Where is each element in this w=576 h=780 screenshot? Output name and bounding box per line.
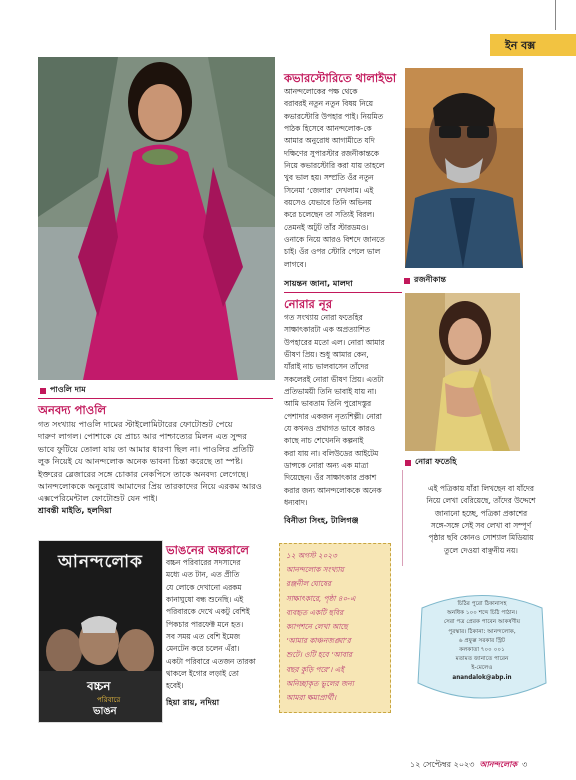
address-text (420, 600, 544, 683)
section-tag-text: ইন বক্স (505, 39, 536, 52)
letter-line: পরিবারকে দেখে একটু বেশিই (166, 607, 250, 617)
nora-caption-text: নোরা ফতেহি (415, 457, 457, 466)
rajni-caption (404, 274, 446, 287)
letter-line: কভারস্টোরি উপহার পাই। নিয়মিত (284, 111, 384, 121)
paoli-photo (38, 57, 275, 380)
letter-line: বয়সেও যেভাবে তিনি অভিনয় (284, 198, 372, 208)
letter-bhangon-title: ভাঙনের অন্তরালে (166, 543, 249, 557)
letter-line: ডান্সকে নোরা অন্য এক মাত্রা (284, 461, 369, 471)
letter-bhangon-signature: হিয়া রায়, নদিয়া (166, 697, 220, 707)
correction-line: আমরা ক্ষমাপ্রার্থী। (286, 693, 337, 703)
paoli-caption-text: পাওলি দাম (50, 385, 86, 394)
paoli-caption (40, 384, 86, 397)
correction-line: সাক্ষাৎকারে, পৃষ্ঠা ৪০-এ (286, 593, 356, 603)
letter-line: আমার অনুরোধ আগামীতে যদি (284, 136, 375, 146)
correction-line: অনিচ্ছাকৃত ভুলের জন্য (286, 678, 354, 688)
correction-line: ‘আমার কাঞ্চনজঙ্ঘা’র (286, 636, 351, 646)
correction-line: রঞ্জনীল ঘোষের (286, 579, 332, 589)
notice-line: এই পত্রিকায় যাঁরা লিখছেন বা যাঁদের (428, 484, 534, 493)
letter-line: পেশাদার একজন নৃত্যশিল্পী। নোরা (284, 411, 382, 421)
letter-line: খুব ভাল হয়। সম্প্রতি ওঁর নতুন (284, 173, 374, 183)
notice-line: জানানো হচ্ছে, পত্রিকা প্রকাশের (434, 508, 528, 518)
letter-line: কানাঘুষো বন্ধ শুনেছি। এই (166, 595, 244, 605)
notice-line: তুলে দেওয়া বাঞ্ছনীয় নয়। (444, 545, 518, 555)
letter-line: গত সংখ্যায় পাওলি দামের স্টাইলোমিটারের ফোটোশুট পেয়ে (38, 419, 233, 429)
letter-line: চাই। ওঁর ওপর স্টোরি পেলে ভাল (284, 247, 381, 257)
letter-line: বচ্চন পরিবারের সদস্যদের (166, 558, 241, 567)
correction-line: বছর কুড়ি পরে’। এই (286, 664, 345, 674)
notice-text (406, 483, 556, 557)
letter-line: সব সময় এত বেশি ইমেজ (166, 632, 241, 642)
letter-line: করা যায় না। বলিউডের আইটেম (284, 448, 379, 458)
footer-date: ১২ সেপ্টেম্বর ২০২৩ (410, 760, 475, 769)
footer (410, 759, 527, 772)
letter-line: ইক্তরের ব্লেজারের সঙ্গে চোকার নেকপিসে তাকে অনবদ্য লেগেছে। (38, 468, 249, 479)
magazine-cover (38, 540, 163, 723)
letter-nora-body (284, 312, 404, 510)
letter-line: উপহারের মতো এল। নোরা আমার (284, 337, 385, 347)
letter-line: এক্সপেরিমেন্টাল ফোটোশুট যেন পাই। (38, 493, 158, 504)
letter-line: সকলেরই নোরা ভীষণ প্রিয়। এতটা (284, 374, 384, 384)
letter-nora-title: নোরার নূর (284, 297, 333, 311)
address-line: সেরা পত্র প্রেরক পাবেন আকর্ষণীয় (443, 619, 521, 626)
magazine-cover-sub1: পরিবারে (97, 696, 121, 704)
address-email[interactable]: anandalok@abp.in (452, 674, 512, 681)
letter-line: ভীষণ প্রিয়। শুধু আমার কেন, (284, 350, 369, 360)
letter-line: আমি ভাবতাম তিনি পুরোদস্তুর (284, 399, 372, 409)
letter-line: করে চলেছেন তা সত্যিই বিরল। (284, 210, 375, 220)
address-line: ই-মেলেও (471, 665, 493, 672)
nora-heading-rule (284, 292, 402, 293)
correction-text (286, 549, 386, 705)
letter-line: দিয়েছেন। ওঁর সাক্ষাৎকার প্রকাশ (284, 473, 377, 483)
letter-kobhar-body (284, 86, 404, 271)
footer-page: ৩ (522, 760, 528, 769)
correction-line: ব্যবহৃত একটি ছবির (286, 607, 344, 617)
rajni-photo (405, 68, 523, 268)
letter-line: পাঠক হিসেবে আনন্দলোক-কে (284, 124, 372, 134)
letter-line: করার জন্য আনন্দলোককে অনেক (284, 485, 382, 495)
letter-kobhar-title: কভারস্টোরিতে থালাইভা (284, 71, 397, 85)
letter-anobodyo-title: অনবদ্য পাওলি (38, 403, 107, 417)
magazine-cover-sub2: ভাঙন (93, 706, 117, 717)
paoli-heading-rule (38, 398, 273, 399)
letter-line: সাক্ষাৎকারটা এক অপ্রত্যাশিত (284, 325, 370, 335)
letter-line: বরাবরই নতুন নতুন বিষয় নিয়ে (284, 99, 373, 109)
letter-line: যে লোকে দেখানো এরকম (166, 582, 242, 592)
letter-line: পিকচার পারফেক্ট মনে হত। (166, 619, 244, 629)
letter-line: ধন্যবাদ। (284, 498, 308, 508)
letter-line: দক্ষিণের সুপারস্টার রজনীকান্তকে (284, 148, 379, 158)
letter-line: ওনাকে নিয়ে আরও বিশদে জানতে (284, 235, 385, 245)
correction-line: ১২ অগস্ট ২০২৩ (286, 551, 337, 560)
address-line: পুরস্কার। ঠিকানা: আনন্দলোক, (448, 628, 516, 635)
address-line: মতামত জানাতে পারেন (455, 656, 509, 663)
address-line: ৬ প্রফুল্ল সরকার স্ট্রিট (458, 637, 506, 644)
letter-nora-signature: বিনীতা সিংহ, টালিগঞ্জ (284, 515, 359, 525)
letter-line: যে কখনও প্রথাগত ভাবে কারও (284, 424, 375, 434)
letter-line: হবেই। (166, 681, 184, 691)
letter-line: দারুণ লাগল। পোশাকে যে প্রাচ্য আর পাশ্চাত্যের মিলন এত সুন্দর (38, 431, 247, 442)
letter-line: কাছে নাচ শেখেননি কল্পনাই (284, 436, 364, 446)
letter-line: গত সংখ্যায় নোরা ফতেহির (284, 313, 363, 322)
letter-line: মধ্যে এত টান, এত প্রীতি (166, 570, 240, 580)
nora-illustration (405, 293, 520, 451)
address-line: অনধিক ১০০ শব্দে চিঠি পাঠান। (446, 610, 518, 617)
correction-line: ক্যাপশনে লেখা আছে (286, 622, 348, 632)
letter-line: একটা পরিবারে এতজন তারকা (166, 656, 256, 666)
notice-rule (402, 470, 403, 566)
letter-line: প্রতিভাময়ী তিনি ভাবাই যায় না। (284, 387, 377, 397)
correction-line: আনন্দলোক সংখ্যায় (286, 565, 344, 575)
letter-line: লুক নিয়েই যে আনন্দলোক অনেক ভাবনা চিন্তা করেছে তা স্পষ্ট। (38, 456, 243, 467)
notice-line: পৃষ্ঠার ছবি কোনও সোশ্যাল মিডিয়ায় (428, 533, 534, 543)
paoli-illustration (38, 57, 275, 380)
letter-line: নিয়ে কভারস্টোরি করা যায় তাহলে (284, 161, 385, 171)
top-rule (555, 0, 556, 30)
letter-line: আনন্দলোককে অনুরোধ আমাদের প্রিয় তারকাদের নিয়ে এরকম আরও (38, 481, 262, 492)
letter-kobhar-signature: সায়ন্তন জানা, মালদা (284, 278, 353, 288)
rajni-illustration (405, 68, 523, 268)
address-line: চিঠির পুরো ঠিকানাসহ (457, 601, 507, 607)
letter-line: সিনেমা ‘জেলার’ দেখলাম। এই (284, 185, 374, 195)
magazine-cover-title: বচ্চন (87, 679, 111, 693)
notice-line: সঙ্গে-সঙ্গে সেই সব লেখা বা সম্পূর্ণ (430, 521, 532, 531)
letter-line: মেনটেন করে চলেন এঁরা। (166, 644, 240, 654)
letter-line: তেমনই অটুট তাঁর স্টারডমও। (284, 222, 369, 232)
letter-line: যাঁরাই নাচ ভালবাসেন তাঁদের (284, 362, 369, 372)
rajni-caption-text: রজনীকান্ত (414, 275, 447, 284)
magazine-logo: আনন্দলোক (58, 552, 143, 572)
letter-bhangon-body (166, 557, 274, 693)
address-line: কলকাতা ৭০০ ০০১ (459, 647, 505, 654)
correction-line: শুটে। ওটি হবে ‘আবার (286, 650, 353, 660)
nora-photo (405, 293, 520, 451)
letter-line: লাগবে। (284, 259, 307, 269)
notice-line: নিয়ে লেখা বেরিয়েছে, তাঁদের উদ্দেশে (426, 496, 536, 506)
footer-brand: আনন্দলোক (479, 760, 518, 769)
nora-caption (405, 456, 456, 469)
letter-line: ভাবে ফুটিয়ে তোলা যায় তা আমার ধারণা ছিল না। পাওলির প্রতিটি (38, 443, 254, 454)
letter-line: থাকলে ইগোর লড়াই তো (166, 669, 239, 679)
letter-anobodyo-signature: শ্রাবন্তী মাইতি, হলদিয়া (38, 505, 112, 515)
letter-line: আনন্দলোকের পক্ষ থেকে (284, 87, 358, 96)
